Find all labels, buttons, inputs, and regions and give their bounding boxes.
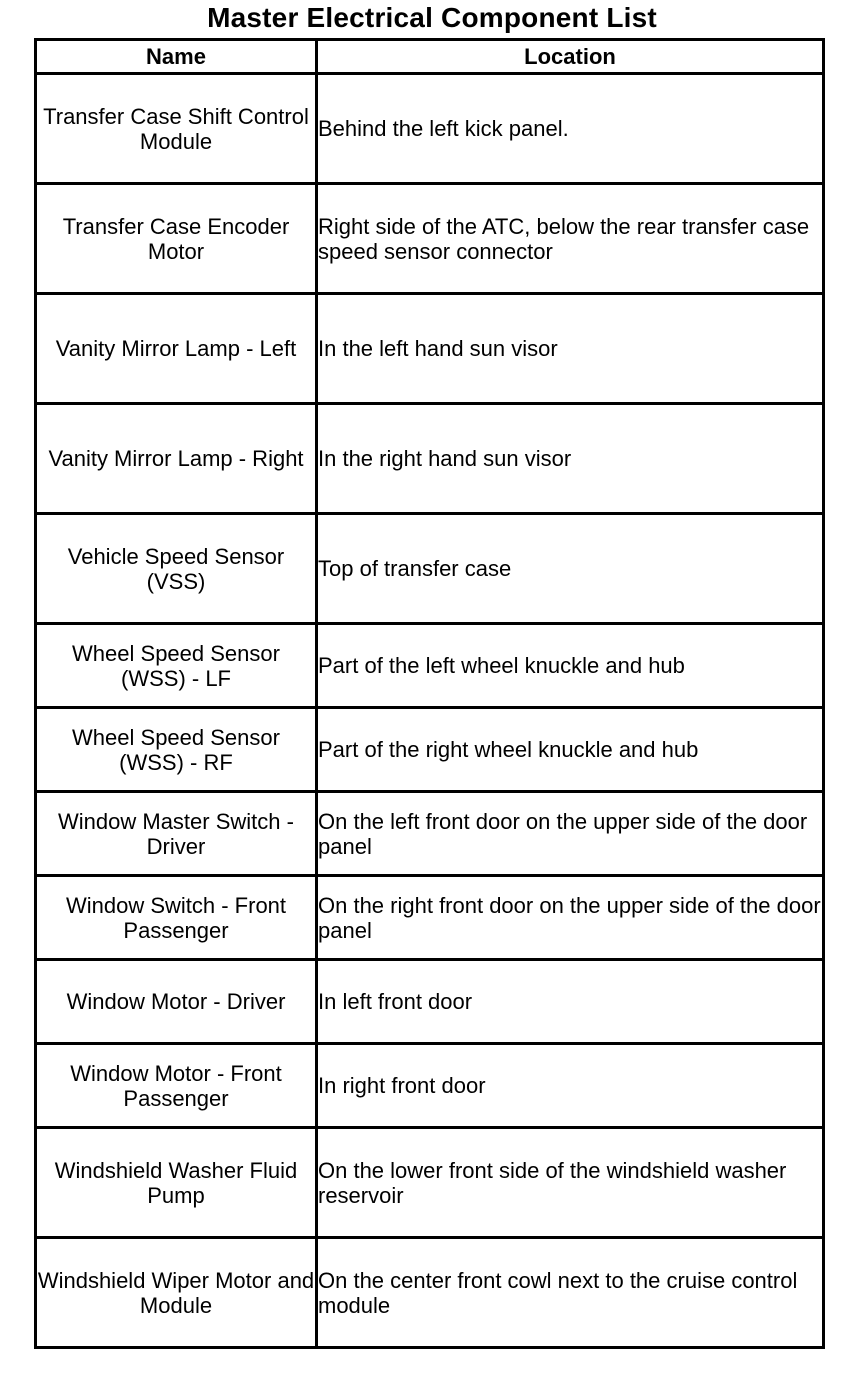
component-name: Transfer Case Shift Control Module: [36, 74, 317, 184]
component-table: [34, 38, 825, 1349]
component-name: Window Switch - Front Passenger: [36, 876, 317, 960]
component-location: In right front door: [317, 1044, 824, 1128]
table-row: [36, 514, 824, 624]
component-name: Window Motor - Driver: [36, 960, 317, 1044]
component-location: Top of transfer case: [317, 514, 824, 624]
component-location: Part of the right wheel knuckle and hub: [317, 708, 824, 792]
table-row: [36, 74, 824, 184]
component-name: Windshield Wiper Motor and Module: [36, 1238, 317, 1348]
component-name: Wheel Speed Sensor (WSS) - LF: [36, 624, 317, 708]
component-name: Vanity Mirror Lamp - Right: [36, 404, 317, 514]
table-row: [36, 624, 824, 708]
component-location: Right side of the ATC, below the rear transfer case speed sensor connector: [317, 184, 824, 294]
table-row: [36, 404, 824, 514]
component-location: In the right hand sun visor: [317, 404, 824, 514]
component-location: On the right front door on the upper side of the door panel: [317, 876, 824, 960]
component-name: Vehicle Speed Sensor (VSS): [36, 514, 317, 624]
table-row: [36, 1044, 824, 1128]
component-name: Window Master Switch - Driver: [36, 792, 317, 876]
table-row: [36, 1128, 824, 1238]
component-name: Window Motor - Front Passenger: [36, 1044, 317, 1128]
component-location: On the lower front side of the windshield washer reservoir: [317, 1128, 824, 1238]
table-header-row: [36, 40, 824, 74]
component-name: Windshield Washer Fluid Pump: [36, 1128, 317, 1238]
table-row: [36, 708, 824, 792]
component-name: Transfer Case Encoder Motor: [36, 184, 317, 294]
table-row: [36, 792, 824, 876]
component-location: Part of the left wheel knuckle and hub: [317, 624, 824, 708]
component-location: In the left hand sun visor: [317, 294, 824, 404]
table-row: [36, 960, 824, 1044]
table-row: [36, 294, 824, 404]
table-row: [36, 184, 824, 294]
component-name: Vanity Mirror Lamp - Left: [36, 294, 317, 404]
table-row: [36, 876, 824, 960]
table-row: [36, 1238, 824, 1348]
component-name: Wheel Speed Sensor (WSS) - RF: [36, 708, 317, 792]
component-location: In left front door: [317, 960, 824, 1044]
component-location: On the left front door on the upper side of the door panel: [317, 792, 824, 876]
component-location: On the center front cowl next to the cruise control module: [317, 1238, 824, 1348]
page-title: Master Electrical Component List: [207, 2, 657, 33]
column-header-location: Location: [317, 40, 824, 74]
component-location: Behind the left kick panel.: [317, 74, 824, 184]
column-header-name: Name: [36, 40, 317, 74]
